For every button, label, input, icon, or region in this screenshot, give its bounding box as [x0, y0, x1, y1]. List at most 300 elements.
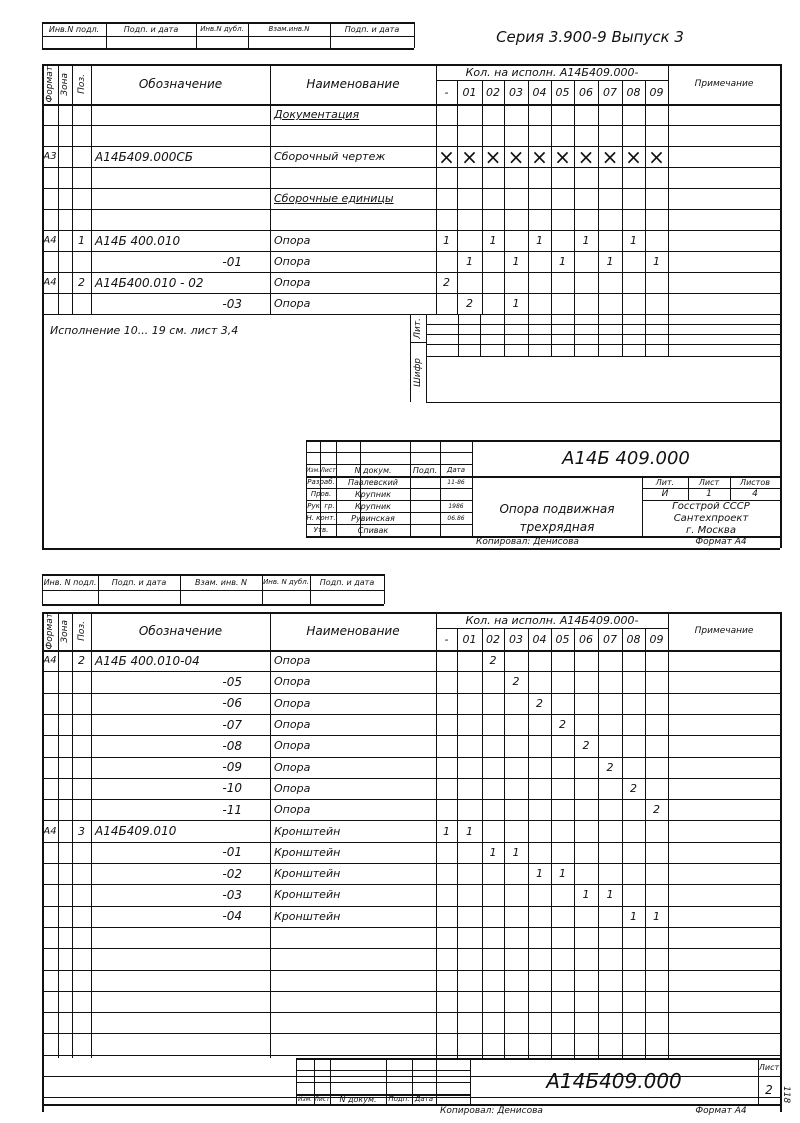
s1-row-qty: 1	[489, 234, 497, 247]
s2-col-line	[436, 612, 437, 1058]
s2-row-format	[42, 778, 58, 799]
s2-row-designation: -03	[222, 887, 242, 902]
s2-row-format	[42, 970, 58, 991]
s1-header-format: Формат	[45, 65, 55, 103]
s1-variant-8: 08	[626, 85, 641, 99]
s2-row-name: Опора	[274, 781, 311, 795]
s1-variant-col-line	[457, 80, 458, 314]
s2-row-pos	[72, 671, 91, 692]
s2-row-designation: А14Б409.010	[95, 824, 177, 839]
s2-row-designation: -02	[222, 866, 242, 881]
s1-row-designation	[91, 167, 270, 188]
s1-variant-0: -	[444, 85, 449, 99]
s2-row-designation	[91, 1033, 270, 1054]
s2-row-pos	[72, 799, 91, 820]
s1-row-designation	[91, 188, 270, 209]
s2-variant-8: 08	[626, 632, 641, 646]
s1-remark-col-line	[668, 64, 669, 314]
s2-row-pos	[72, 1055, 91, 1076]
stamp1-mid	[42, 36, 414, 37]
s2-row-format	[42, 757, 58, 778]
s1-row-format: А3	[43, 151, 57, 162]
s1-col-line	[72, 64, 73, 314]
stamp2-podp-data: Подп. и дата	[111, 577, 167, 587]
tb1-person-name: Крупник	[355, 501, 391, 511]
s1-row-name: Опора	[274, 255, 311, 268]
s2-variant-9: 09	[649, 632, 664, 646]
s1-row-designation	[91, 104, 270, 125]
s2-row-qty: 2	[489, 654, 497, 668]
s2-variant-7: 07	[603, 632, 617, 646]
s1-row-format	[42, 104, 58, 125]
s1-col-line	[436, 64, 437, 314]
tb1-format: Формат А4	[695, 537, 747, 547]
s2-row-name	[270, 1012, 436, 1033]
s2-variant-col-line	[528, 628, 529, 1058]
series-label: Серия 3.900-9 Выпуск 3	[496, 28, 684, 46]
tb1-date: 06.86	[447, 514, 465, 522]
side-col	[598, 314, 599, 356]
s1-row-qty: ×	[531, 146, 548, 167]
s2-row-pos	[72, 948, 91, 969]
s1-header-name: Наименование	[306, 77, 400, 91]
s2-remark-col-line	[668, 612, 669, 1058]
stamp1-col	[414, 22, 415, 48]
s1-variant-col-line	[574, 80, 575, 314]
tb2-h-data: Дата	[414, 1095, 434, 1103]
s2-row-name	[270, 948, 436, 969]
s1-row-qty: 1	[512, 255, 520, 268]
s1-row-qty: ×	[577, 146, 595, 167]
s1-row-qty: ×	[507, 146, 525, 167]
s2-variant-5: 05	[555, 632, 570, 646]
s1-row-designation	[91, 209, 270, 230]
tb2-sheet-label: Лист	[758, 1062, 780, 1072]
s2-variant-col-line	[551, 628, 552, 1058]
s1-header-designation: Обозначение	[138, 77, 223, 91]
s2-row-name: Кронштейн	[274, 845, 341, 859]
s1-header-remark: Примечание	[694, 79, 754, 89]
s2-row-qty: 1	[443, 824, 450, 838]
s1-row-qty: 1	[466, 255, 473, 268]
s1-variant-col-line	[482, 80, 483, 314]
s2-row-pos	[72, 927, 91, 948]
s1-row-format	[42, 293, 58, 314]
s1-row-format	[42, 251, 58, 272]
s1-row-format: А4	[43, 235, 57, 246]
s2-row-qty: 1	[606, 888, 614, 902]
stamp1-inv-dubl: Инв.N дубл.	[200, 25, 244, 33]
s1-variant-7: 07	[603, 85, 617, 99]
s1-row-qty: ×	[461, 146, 478, 167]
side-col	[668, 314, 669, 356]
s2-row-format	[42, 906, 58, 927]
s1-variant-col-line	[504, 80, 505, 314]
s2-row-designation: -11	[222, 802, 242, 817]
tb1-sheets-value: 4	[752, 489, 758, 499]
tb1-h-list: Лист	[320, 466, 336, 474]
side-col	[528, 314, 529, 356]
tb1-sheet-label: Лист	[698, 477, 720, 487]
tb1-person-name: Крупник	[355, 489, 391, 499]
s2-row-name: Опора	[274, 739, 311, 753]
s1-row-qty: ×	[625, 146, 642, 167]
s1-row-format	[42, 209, 58, 230]
s1-row-pos	[72, 188, 91, 209]
tb2-r2	[296, 1082, 470, 1083]
s1-row-pos	[72, 293, 91, 314]
s2-variant-col-line	[504, 628, 505, 1058]
s2-row-format	[42, 714, 58, 735]
s2-row-name	[270, 1033, 436, 1054]
s2-row-name	[270, 927, 436, 948]
s1-row-format	[42, 125, 58, 146]
s1-row-designation: А14Б400.010 - 02	[95, 275, 204, 290]
s2-row-designation: -01	[222, 845, 242, 860]
side-col	[480, 314, 481, 356]
s1-header-qty-title: Кол. на исполн. А14Б409.000-	[465, 65, 639, 79]
s2-row-pos	[72, 778, 91, 799]
s2-row-format: А4	[43, 655, 57, 667]
s1-row-pos	[72, 125, 91, 146]
s1-col-line	[270, 64, 271, 314]
s1-row-name	[270, 125, 436, 146]
stamp1-bottom	[42, 48, 414, 50]
s2-row-qty: 2	[630, 781, 637, 795]
tb1-col	[410, 440, 411, 536]
s2-header-name: Наименование	[306, 624, 400, 638]
s2-variant-1: 01	[462, 632, 477, 646]
stamp2-podp-data-2: Подп. и дата	[319, 577, 375, 587]
s1-row-pos	[72, 167, 91, 188]
tb2-h-podp: Подп.	[388, 1095, 410, 1103]
s2-row-qty: 2	[653, 803, 660, 817]
tb1-title-line1: Опора подвижная	[499, 502, 615, 516]
side-col	[458, 314, 459, 356]
s1-row-qty: ×	[438, 146, 455, 167]
s1-row-name: Опора	[274, 297, 311, 310]
s2-row-designation	[91, 1055, 270, 1076]
s2-row-format	[42, 1033, 58, 1054]
tb1-sheets-label: Листов	[740, 477, 770, 487]
s1-variant-col-line	[598, 80, 599, 314]
side-col	[574, 314, 575, 356]
s2-row-pos	[72, 991, 91, 1012]
s2-row-qty: 1	[489, 845, 497, 859]
s1-row-name: Сборочный чертеж	[274, 150, 386, 163]
tb2-format: Формат А4	[695, 1106, 747, 1116]
s2-row-qty: 1	[466, 824, 473, 838]
note-text: Исполнение 10... 19 см. лист 3,4	[50, 323, 239, 337]
margin-number: 118	[781, 1086, 791, 1104]
tb2-r1	[296, 1070, 470, 1071]
s1-row-qty: ×	[554, 146, 571, 167]
s2-row-name: Кронштейн	[274, 909, 341, 923]
s1-row-qty: 1	[606, 255, 614, 268]
s2-row-name: Опора	[274, 654, 311, 668]
s1-row-pos	[72, 146, 91, 167]
tb1-org3: г. Москва	[686, 524, 736, 536]
s1-variant-5: 05	[555, 85, 570, 99]
s1-row-qty: ×	[648, 146, 665, 167]
s1-row-qty: 2	[443, 276, 450, 289]
s2-row-designation: -07	[222, 717, 242, 732]
stamp1-inv-podl: Инв.N подл.	[48, 24, 100, 34]
tb2-h-list: Лист	[314, 1095, 330, 1103]
s2-frame-line	[42, 612, 44, 1112]
s2-row-designation	[91, 948, 270, 969]
tb1-sheet-value: 1	[706, 489, 712, 499]
tb1-org1: Госстрой СССР	[672, 500, 750, 512]
s2-row-qty: 1	[630, 909, 637, 923]
s2-row-designation: -04	[222, 909, 242, 924]
s2-row-qty: 1	[512, 845, 520, 859]
s2-row-qty: 1	[559, 867, 566, 881]
lit-side-label: Лит.	[413, 317, 423, 339]
s2-row-format	[42, 671, 58, 692]
s1-row-name	[270, 167, 436, 188]
s1-variant-4: 04	[532, 85, 547, 99]
s2-header-pos: Поз.	[76, 621, 87, 641]
s2-header-designation: Обозначение	[138, 624, 223, 638]
s2-frame-line	[780, 612, 782, 1112]
s1-frame-line	[42, 64, 44, 548]
side-col	[622, 314, 623, 356]
s2-col-line	[270, 612, 271, 1058]
s1-variant-col-line	[622, 80, 623, 314]
s2-col-line	[72, 612, 73, 1058]
tb1-role: Н. конт.	[306, 514, 336, 522]
s1-row-pos	[72, 104, 91, 125]
s1-row-pos: 2	[78, 276, 85, 289]
s2-row-pos	[72, 1076, 91, 1097]
tb1-copied: Копировал: Денисова	[476, 537, 579, 547]
s2-row-name: Опора	[274, 696, 311, 710]
s2-header-remark: Примечание	[694, 626, 754, 636]
tb1-person-name: Спивак	[357, 525, 389, 535]
s2-row-pos	[72, 906, 91, 927]
s1-row-pos	[72, 251, 91, 272]
stamp1-podp-data: Подп. и дата	[123, 24, 179, 34]
tb1-lit-value: И	[661, 489, 669, 499]
s2-row-format	[42, 927, 58, 948]
tb1-person-name: Рувинская	[351, 513, 395, 523]
tb1-title-line2: трехрядная	[519, 520, 595, 534]
tb2-col	[436, 1058, 437, 1104]
s2-row-qty: 1	[653, 909, 660, 923]
s2-row-pos	[72, 842, 91, 863]
s1-variant-col-line	[528, 80, 529, 314]
s2-row-qty: 1	[536, 867, 543, 881]
s2-row-format	[42, 735, 58, 756]
s2-variant-0: -	[444, 632, 449, 646]
s2-row-name: Кронштейн	[274, 824, 341, 838]
s1-row-qty: ×	[601, 146, 619, 167]
s2-row-designation	[91, 970, 270, 991]
s2-row-name	[270, 991, 436, 1012]
side-top	[410, 314, 780, 315]
s2-variant-col-line	[622, 628, 623, 1058]
side-col	[645, 314, 646, 356]
s2-row-designation: -09	[222, 760, 242, 775]
sheet1-bottom	[42, 548, 780, 550]
side-bottom	[426, 402, 780, 403]
s1-row-name: Опора	[274, 276, 311, 289]
tb2-h-izm: Изм.	[297, 1095, 313, 1103]
s2-row-pos	[72, 1033, 91, 1054]
s1-variant-3: 03	[509, 85, 523, 99]
s2-row-qty: 2	[559, 718, 566, 732]
s1-variant-col-line	[551, 80, 552, 314]
s2-row-pos: 3	[78, 824, 85, 838]
s2-row-name: Кронштейн	[274, 888, 341, 902]
s2-header-qty-title: Кол. на исполн. А14Б409.000-	[465, 613, 639, 627]
s1-row-qty: 2	[466, 297, 473, 310]
s2-row-qty: 2	[582, 739, 590, 753]
tb1-person-name: Павлевский	[347, 477, 398, 487]
s2-row-pos	[72, 863, 91, 884]
s2-variant-2: 02	[486, 632, 500, 646]
stamp1-vzam: Взам.инв.N	[268, 25, 310, 33]
s2-variant-3: 03	[509, 632, 523, 646]
stamp2-bottom	[42, 604, 384, 606]
side-col	[551, 314, 552, 356]
s1-variant-1: 01	[462, 85, 477, 99]
s1-row-name	[270, 209, 436, 230]
s1-row-qty: 1	[512, 297, 520, 310]
s2-row-pos	[72, 735, 91, 756]
s2-row-format	[42, 842, 58, 863]
s2-row-name	[270, 970, 436, 991]
s2-row-pos	[72, 1012, 91, 1033]
s1-col-line	[91, 64, 92, 314]
s2-row-designation: -10	[222, 781, 242, 796]
s1-row-designation: -01	[222, 254, 242, 269]
stamp2-inv-dubl: Инв. N дубл.	[263, 578, 309, 586]
stamp2-mid	[42, 590, 384, 591]
s1-header-pos: Поз.	[76, 74, 87, 94]
s2-variant-col-line	[482, 628, 483, 1058]
stamp2-inv-podl: Инв. N подл.	[43, 577, 97, 587]
tb1-h-data: Дата	[446, 466, 466, 474]
s2-header-zone: Зона	[60, 619, 70, 643]
s2-variant-col-line	[598, 628, 599, 1058]
s2-row-format: А4	[43, 825, 57, 837]
s1-row-qty: 1	[630, 234, 637, 247]
s1-row-pos: 1	[78, 234, 85, 247]
s2-row-format	[42, 799, 58, 820]
s2-row-format	[42, 1076, 58, 1097]
tb2-h-ndok: N докум.	[339, 1094, 377, 1104]
stamp2-col	[384, 574, 385, 604]
shifr-side-label: Шифр	[413, 357, 423, 387]
s2-variant-6: 06	[579, 632, 593, 646]
s2-row-format	[42, 1012, 58, 1033]
tb1-role: Рук. гр.	[307, 502, 335, 510]
s1-row-qty: 1	[536, 234, 543, 247]
s1-row-format: А4	[43, 277, 57, 288]
s2-variant-col-line	[457, 628, 458, 1058]
s2-row-designation	[91, 991, 270, 1012]
tb1-r1	[306, 452, 472, 453]
s2-row-pos	[72, 693, 91, 714]
s1-row-qty: 1	[653, 255, 660, 268]
s1-row-designation	[91, 125, 270, 146]
side-row	[426, 356, 780, 357]
s2-row-format	[42, 863, 58, 884]
s2-row-pos	[72, 714, 91, 735]
s1-row-name: Сборочные единицы	[274, 192, 394, 205]
s2-row-qty: 2	[536, 696, 543, 710]
s2-row-pos	[72, 970, 91, 991]
s2-row-designation	[91, 1012, 270, 1033]
s2-row-format	[42, 884, 58, 905]
side-col	[504, 314, 505, 356]
tb1-role: Утв.	[313, 526, 329, 534]
tb1-date: 1986	[448, 502, 464, 510]
side-left-2	[426, 314, 427, 402]
s1-variant-col-line	[645, 80, 646, 314]
tb1-org2: Сантехпроект	[673, 512, 749, 524]
s2-variant-col-line	[645, 628, 646, 1058]
stamp1-podp-data-2: Подп. и дата	[344, 24, 400, 34]
s2-col-line	[91, 612, 92, 1058]
s1-header-zone: Зона	[60, 72, 70, 96]
s1-variant-2: 02	[486, 85, 500, 99]
tb1-date: 11-86	[447, 478, 465, 486]
s2-row-name: Опора	[274, 803, 311, 817]
s2-row-name: Кронштейн	[274, 867, 341, 881]
s1-row-qty: 1	[582, 234, 590, 247]
s2-row-designation: -05	[222, 674, 242, 689]
tb2-sheet-value: 2	[765, 1083, 773, 1097]
s2-row-name: Опора	[274, 760, 311, 774]
s1-row-designation: -03	[222, 296, 242, 311]
tb1-h-podp: Подп.	[412, 465, 438, 475]
tb1-h-izm: Изм.	[306, 466, 320, 474]
s2-row-qty: 2	[606, 760, 614, 774]
s2-row-designation: -08	[222, 738, 242, 753]
s2-row-format	[42, 693, 58, 714]
s2-row-designation	[91, 927, 270, 948]
s2-row-qty: 1	[582, 888, 590, 902]
tb1-right	[780, 440, 782, 548]
s2-row-pos	[72, 757, 91, 778]
s1-row-designation: А14Б409.000СБ	[95, 149, 193, 164]
s2-variant-4: 04	[532, 632, 547, 646]
s1-variant-9: 09	[649, 85, 664, 99]
s2-row-pos	[72, 884, 91, 905]
s2-col-line	[58, 612, 59, 1058]
s2-row-name: Опора	[274, 675, 311, 689]
tb1-role: Разраб.	[307, 478, 335, 486]
s2-header-format: Формат	[45, 612, 55, 650]
s2-row-designation: А14Б 400.010-04	[95, 653, 200, 668]
s2-row-format	[42, 991, 58, 1012]
s1-variant-6: 06	[579, 85, 593, 99]
tb1-role: Пров.	[310, 490, 332, 498]
s2-variant-col-line	[574, 628, 575, 1058]
s1-col-line	[58, 64, 59, 314]
s2-row-name: Опора	[274, 718, 311, 732]
s1-row-name: Опора	[274, 234, 311, 247]
s2-row-pos: 2	[78, 654, 85, 668]
tb2-doc-number: А14Б409.000	[546, 1069, 682, 1093]
s1-row-name: Документация	[274, 108, 360, 121]
s1-row-qty: ×	[484, 146, 502, 167]
s1-row-qty: 1	[559, 255, 566, 268]
s1-row-pos	[72, 209, 91, 230]
